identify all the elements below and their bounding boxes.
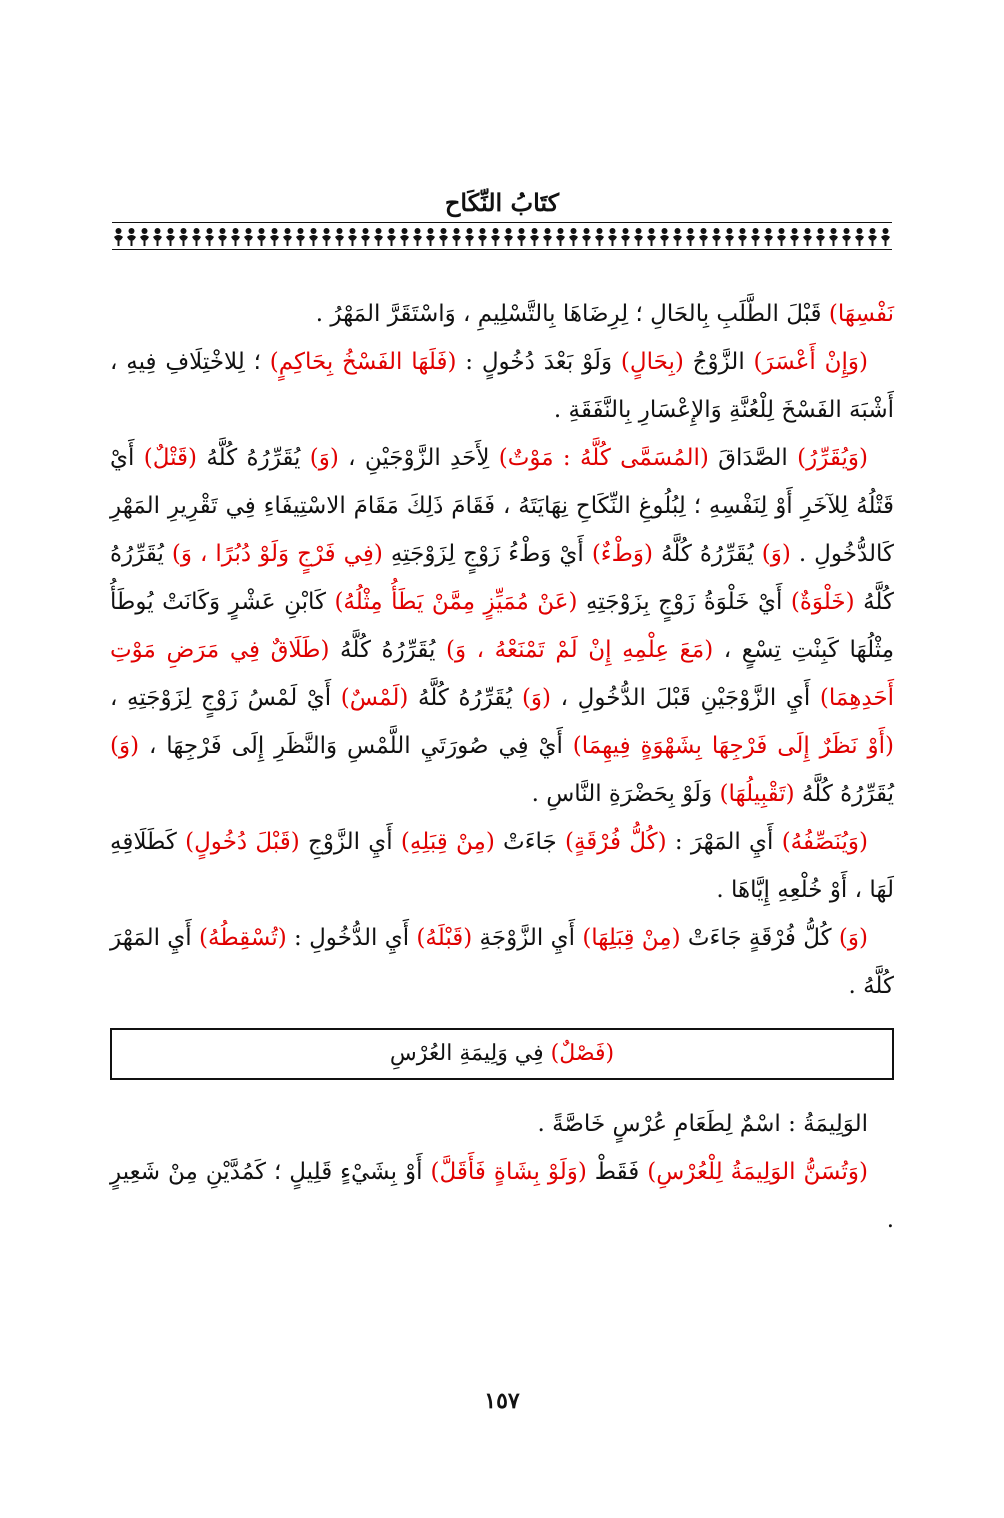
paragraph (110, 914, 894, 1010)
section-heading (390, 1030, 614, 1078)
sharh-text: أَيِ الزَّوْجَيْنِ قَبْلَ الدُّخُولِ ، (551, 685, 820, 711)
sharh-text: أَيْ وَطْءُ زَوْجٍ لِزَوْجَتِهِ (382, 541, 592, 567)
paragraph (110, 434, 894, 818)
paragraphs-top (110, 290, 894, 1010)
sharh-text: يُقَرِّرُهُ كُلَّهُ (794, 781, 894, 807)
matn-text: (وَ) (761, 541, 791, 567)
matn-text: (وَ) (838, 925, 868, 951)
matn-text: (المُسَمَّى كُلَّهُ : مَوْتٌ) (498, 445, 709, 471)
sharh-text: أَوْ بِشَيْءٍ قَلِيلٍ ؛ كَمُدَّيْنِ مِنْ شَعِيرٍ . (110, 1159, 894, 1233)
matn-text: (وَ) (309, 445, 339, 471)
sharh-text: أَيِ الزَّوْجِ (299, 829, 401, 855)
sharh-text: قَبْلَ الطَّلَبِ بِالحَالِ ؛ لِرِضَاهَا بِالتَّسْلِيمِ ، وَاسْتَقَرَّ المَهْرُ . (315, 301, 829, 327)
matn-text: (مِنْ قِبَلِهِ) (400, 829, 495, 855)
matn-text: نَفْسِهَا) (828, 301, 894, 327)
sharh-text: الوَلِيمَةُ : اسْمٌ لِطَعَامِ عُرْسٍ خَاصَّةً . (537, 1111, 868, 1137)
matn-text: (تُسْقِطُهُ) (199, 925, 287, 951)
matn-text: (قَبْلَ دُخُولٍ) (185, 829, 300, 855)
sharh-text: أَيِ المَهْرَ : (666, 829, 782, 855)
matn-text: (وَلَوْ بِشَاةٍ فَأَقَلَّ) (430, 1159, 587, 1185)
matn-text: (مَعَ عِلْمِهِ إِنْ لَمْ تَمْنَعْهُ ، وَ) (446, 637, 714, 663)
paragraph (110, 290, 894, 338)
sharh-text: فِي وَلِيمَةِ العُرْسِ (389, 1041, 551, 1066)
sharh-text: فَقَطْ (586, 1159, 648, 1185)
matn-text: (وَتُسَنُّ الوَلِيمَةُ لِلْعُرْسِ) (647, 1159, 868, 1185)
matn-text: (لَمْسٌ) (340, 685, 409, 711)
matn-text: (وَيُنَصِّفُهُ) (781, 829, 868, 855)
paragraph (110, 818, 894, 914)
sharh-text: كَابْنِ عَشْرٍ وَكَانَتْ يُوطَأُ مِثْلُهَا كَبِنْتِ تِسْعٍ ، (110, 589, 895, 663)
matn-text: (فَصْلٌ) (550, 1041, 615, 1066)
sharh-text: لِأَحَدِ الزَّوْجَيْنِ ، (338, 445, 499, 471)
sharh-text: يُقَرِّرُهُ كُلَّهُ (408, 685, 522, 711)
sharh-text: الزَّوْجُ (683, 349, 754, 375)
sharh-text: يُقَرِّرُهُ كُلَّهُ (197, 445, 310, 471)
matn-text: (بِحَالٍ) (620, 349, 684, 375)
sharh-text: ؛ لِلاخْتِلَافِ فِيهِ ، أَشْبَهَ الفَسْخَ لِلْعُنَّةِ وَالإِعْسَارِ بِالنَّفَقَةِ . (110, 349, 894, 423)
sharh-text: وَلَوْ بِحَضْرَةِ النَّاسِ . (531, 781, 720, 807)
matn-text: (كُلُّ فُرْقَةٍ) (565, 829, 667, 855)
matn-text: (فَلَهَا الفَسْخُ بِحَاكِمٍ) (269, 349, 457, 375)
matn-text: (وَيُقَرِّرُ) (797, 445, 868, 471)
sharh-text: كَطَلَاقِهِ لَهَا ، أَوْ خُلْعِهِ إِيَّاهَا . (110, 829, 894, 903)
matn-text: (عَنْ مُمَيِّزٍ مِمَّنْ يَطَأُ مِثْلُهُ) (334, 589, 578, 615)
matn-text: (وَطْءٌ) (591, 541, 653, 567)
paragraph (110, 1100, 894, 1148)
sharh-text: أَيْ خَلْوَةُ زَوْجٍ بِزَوْجَتِهِ (577, 589, 791, 615)
sharh-text: أَيِ الدُّخُولِ : (286, 925, 417, 951)
main-text (110, 290, 894, 1244)
paragraph (110, 1148, 894, 1244)
matn-text: (قَبْلَهُ) (416, 925, 473, 951)
sharh-text: أَيِ الزَّوْجَةِ (472, 925, 583, 951)
matn-text: (أَوْ نَظَرٌ إِلَى فَرْجِهَا بِشَهْوَةٍ فِيهِمَا) (572, 733, 894, 759)
matn-text: (وَإِنْ أَعْسَرَ) (753, 349, 869, 375)
sharh-text: يُقَرِّرُهُ كُلَّهُ (110, 541, 894, 615)
matn-text: (وَ) (521, 685, 552, 711)
section-heading-box (110, 1028, 894, 1080)
matn-text: (تَقْبِيلُهَا) (719, 781, 795, 807)
matn-text: (خَلْوَةٌ) (790, 589, 855, 615)
matn-text: (مِنْ قِبَلِهَا) (582, 925, 681, 951)
chapter-title: كتَابُ النِّكَاح (444, 188, 560, 217)
sharh-text: يُقَرِّرُهُ كُلَّهُ (652, 541, 762, 567)
ornament-border (112, 222, 892, 250)
matn-text: (وَ) (110, 733, 140, 759)
sharh-text: أَيْ فِي صُورَتَيِ اللَّمْسِ وَالنَّظَرِ إِلَى فَرْجِهَا ، (139, 733, 573, 759)
sharh-text: كُلُّ فُرْقَةٍ جَاءَتْ (680, 925, 839, 951)
matn-text: (فِي فَرْجٍ وَلَوْ دُبُرًا ، وَ) (171, 541, 383, 567)
paragraphs-bottom (110, 1100, 894, 1244)
matn-text: (طَلَاقٌ فِي مَرَضِ مَوْتِ أَحَدِهِمَا) (110, 637, 895, 711)
sharh-text: أَيْ قَتْلُهُ لِلآخَرِ أَوْ لِنَفْسِهِ ؛ لِبُلُوغِ النِّكَاحِ نِهَايَتَهُ ، فَقَامَ ذَلِكَ مَقَامَ الاسْتِيفَاءِ فِي تَقْرِيرِ المَهْرِ كَالدُّخُولِ . (110, 445, 895, 567)
matn-text: (قَتْلٌ) (143, 445, 198, 471)
sharh-text: جَاءَتْ (494, 829, 565, 855)
paragraph (110, 338, 894, 434)
sharh-text: وَلَوْ بَعْدَ دُخُولٍ : (456, 349, 621, 375)
page-number: ١٥٧ (484, 1388, 520, 1414)
sharh-text: أَيْ لَمْسُ زَوْجٍ لِزَوْجَتِهِ ، (110, 685, 341, 711)
sharh-text: الصَّدَاقَ (708, 445, 798, 471)
sharh-text: يُقَرِّرُهُ كُلَّهُ (329, 637, 446, 663)
sharh-text: أَيِ المَهْرَ كُلَّهُ . (110, 925, 894, 999)
